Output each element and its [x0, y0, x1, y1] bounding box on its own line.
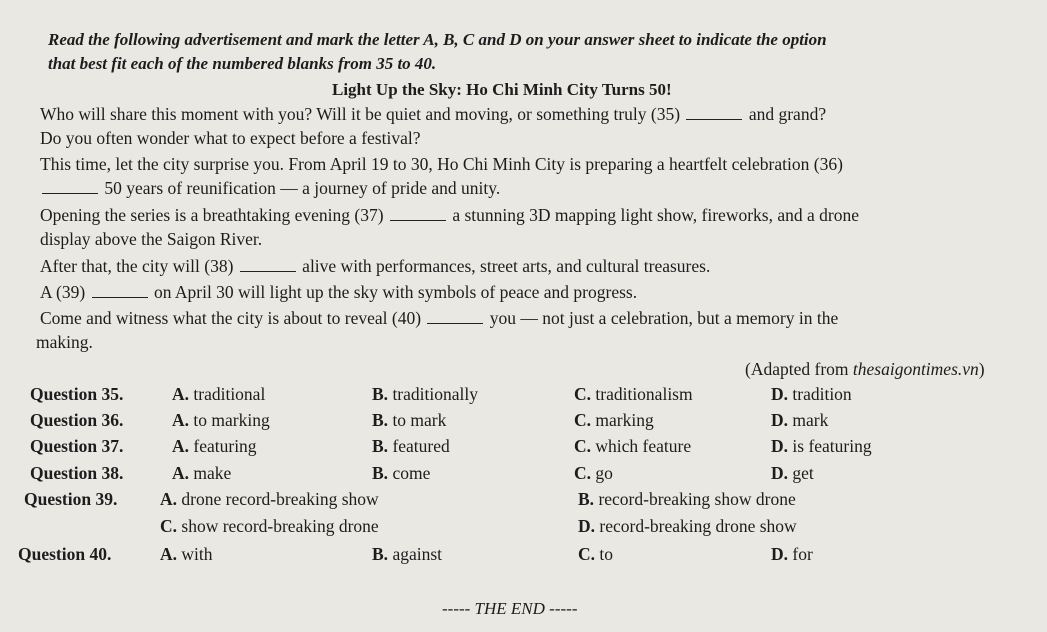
option-c[interactable]	[574, 462, 613, 484]
option-text: traditionalism	[595, 384, 693, 404]
option-letter: D.	[771, 436, 789, 456]
blank-35	[686, 105, 742, 120]
option-text: against	[392, 544, 443, 564]
option-letter: C.	[574, 384, 592, 404]
passage-text: Who will share this moment with you? Will it be quiet and moving, or something truly (35)	[40, 104, 681, 124]
advertisement-title: Light Up the Sky: Ho Chi Minh City Turns 50!	[332, 80, 672, 99]
instructions-line-2: that best fit each of the numbered blanks from 35 to 40.	[48, 54, 437, 73]
option-a[interactable]	[160, 543, 213, 565]
option-letter: D.	[771, 544, 789, 564]
option-text: go	[595, 463, 613, 483]
option-text: show record-breaking drone	[181, 516, 379, 536]
question-label: Question 36.	[30, 410, 124, 430]
passage-text: on April 30 will light up the sky with symbols of peace and progress.	[153, 282, 638, 302]
option-a[interactable]	[172, 383, 265, 405]
option-text: to	[599, 544, 614, 564]
option-text: with	[181, 544, 213, 564]
passage-text: a stunning 3D mapping light show, fireworks, and a drone	[452, 205, 859, 225]
option-letter: B.	[372, 544, 389, 564]
option-text: to marking	[193, 410, 270, 430]
passage-line	[40, 307, 838, 329]
option-text: make	[193, 463, 232, 483]
passage-line: display above the Saigon River.	[40, 229, 263, 249]
option-c[interactable]	[574, 435, 691, 457]
passage-text: After that, the city will (38)	[40, 256, 234, 276]
option-b[interactable]	[372, 462, 430, 484]
blank-36	[42, 179, 98, 194]
question-label: Question 39.	[24, 489, 118, 509]
option-b[interactable]	[578, 488, 796, 510]
passage-text: and grand?	[748, 104, 827, 124]
option-c[interactable]	[578, 543, 613, 565]
source-prefix: (Adapted from	[745, 359, 853, 379]
option-letter: D.	[578, 516, 596, 536]
option-text: get	[792, 463, 814, 483]
passage-line: Do you often wonder what to expect before a festival?	[40, 128, 421, 148]
option-letter: B.	[372, 436, 389, 456]
passage-line	[40, 177, 500, 199]
question-label: Question 37.	[30, 436, 124, 456]
option-c[interactable]	[574, 383, 693, 405]
passage-line: making.	[36, 332, 93, 352]
option-text: to mark	[392, 410, 447, 430]
option-text: traditional	[193, 384, 266, 404]
option-text: mark	[792, 410, 829, 430]
option-letter: D.	[771, 463, 789, 483]
the-end-footer: ----- THE END -----	[442, 599, 578, 618]
passage-text: 50 years of reunification — a journey of pride and unity.	[104, 178, 501, 198]
source-citation	[745, 358, 985, 380]
option-letter: B.	[372, 410, 389, 430]
option-text: featured	[392, 436, 450, 456]
passage-text: you — not just a celebration, but a memory in the	[489, 308, 839, 328]
passage-line	[40, 204, 859, 226]
option-letter: C.	[574, 463, 592, 483]
passage-line: This time, let the city surprise you. From April 19 to 30, Ho Chi Minh City is preparing a heartfelt celebration (36)	[40, 154, 843, 174]
instructions-line-1: Read the following advertisement and mark the letter A, B, C and D on your answer sheet to indicate the option	[48, 30, 827, 49]
option-d[interactable]	[771, 435, 872, 457]
option-letter: A.	[172, 410, 190, 430]
option-b[interactable]	[372, 409, 446, 431]
option-d[interactable]	[578, 515, 797, 537]
option-text: traditionally	[392, 384, 478, 404]
option-letter: D.	[771, 410, 789, 430]
option-letter: C.	[160, 516, 178, 536]
option-letter: B.	[578, 489, 595, 509]
option-letter: A.	[172, 463, 190, 483]
passage-text: A (39)	[40, 282, 86, 302]
passage-line	[40, 103, 826, 125]
option-letter: A.	[160, 489, 178, 509]
option-letter: D.	[771, 384, 789, 404]
option-d[interactable]	[771, 409, 828, 431]
option-text: for	[792, 544, 813, 564]
option-text: which feature	[595, 436, 692, 456]
option-text: record-breaking drone show	[599, 516, 797, 536]
option-text: drone record-breaking show	[181, 489, 379, 509]
option-letter: B.	[372, 384, 389, 404]
blank-40	[427, 309, 483, 324]
blank-37	[390, 206, 446, 221]
option-a[interactable]	[160, 488, 379, 510]
blank-38	[240, 257, 296, 272]
option-letter: C.	[574, 410, 592, 430]
option-text: record-breaking show drone	[598, 489, 796, 509]
question-label: Question 40.	[18, 544, 112, 564]
option-a[interactable]	[172, 462, 231, 484]
option-text: marking	[595, 410, 654, 430]
passage-text: Opening the series is a breathtaking evening (37)	[40, 205, 384, 225]
option-c[interactable]	[574, 409, 654, 431]
option-a[interactable]	[172, 435, 257, 457]
option-text: come	[392, 463, 431, 483]
question-label: Question 35.	[30, 384, 124, 404]
option-letter: C.	[574, 436, 592, 456]
option-text: is featuring	[792, 436, 872, 456]
question-label: Question 38.	[30, 463, 124, 483]
option-text: tradition	[792, 384, 852, 404]
option-letter: A.	[172, 436, 190, 456]
option-text: featuring	[193, 436, 257, 456]
passage-text: Come and witness what the city is about to reveal (40)	[40, 308, 422, 328]
option-letter: C.	[578, 544, 596, 564]
option-letter: A.	[160, 544, 178, 564]
passage-line	[40, 255, 710, 277]
option-letter: A.	[172, 384, 190, 404]
option-a[interactable]	[172, 409, 270, 431]
option-b[interactable]	[372, 435, 450, 457]
option-d[interactable]	[771, 462, 814, 484]
source-suffix: )	[978, 359, 985, 379]
option-d[interactable]	[771, 543, 813, 565]
option-d[interactable]	[771, 383, 852, 405]
blank-39	[92, 283, 148, 298]
option-letter: B.	[372, 463, 389, 483]
passage-text: alive with performances, street arts, and cultural treasures.	[302, 256, 711, 276]
option-b[interactable]	[372, 383, 478, 405]
option-c[interactable]	[160, 515, 379, 537]
passage-line	[40, 281, 637, 303]
source-site: thesaigontimes.vn	[852, 359, 979, 379]
option-b[interactable]	[372, 543, 442, 565]
